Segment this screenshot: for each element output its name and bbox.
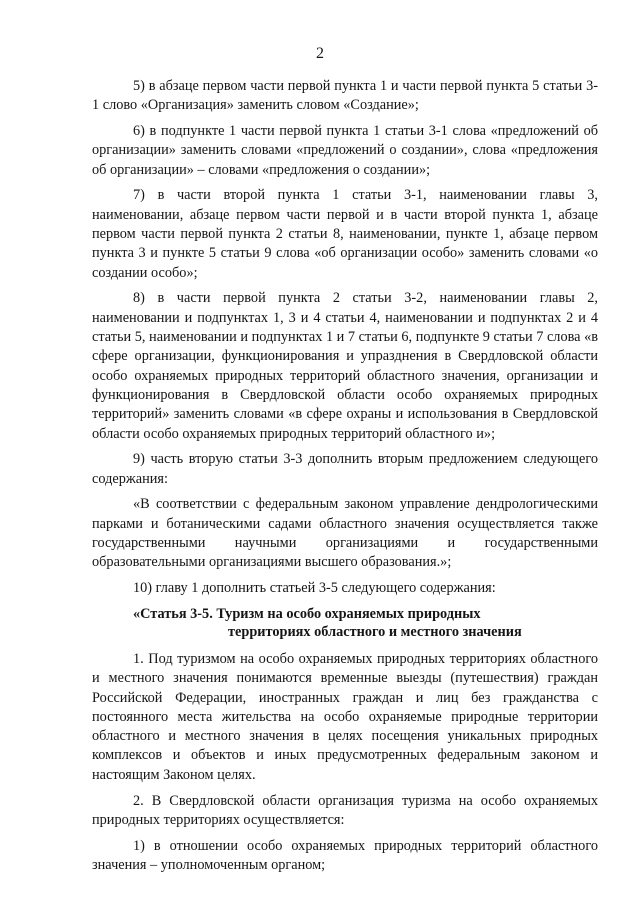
article-paragraph-1: 1. Под туризмом на особо охраняемых природных территориях областного и местного значения понимаются временные выезды (путешествия) граждан Российской Федерации, иностранных граждан и лиц без гражданства с постоянного места жительства на особо охраняемые природные территории областного и местного значения в целях посещения уникальных природных комплексов и объектов и иных предусмотренных федеральным законом и настоящим Законом целях. xyxy=(92,650,598,783)
article-heading xyxy=(92,605,598,642)
quoted-insertion: «В соответствии с федеральным законом управление дендрологическими парками и ботаническими садами областного значения осуществляется также государственными научными организациями и государственными образовательными организациями высшего образования.»; xyxy=(92,496,598,571)
paragraph-item-8: 8) в части первой пункта 2 статьи 3-2, наименовании главы 2, наименовании и подпунктах 1, 3 и 4 статьи 4, наименовании и подпунктах 2 и 4 статьи 5, наименовании и подпунктах 1 и 7 статьи 6, подпункте 9 статьи 7 слова «в сфере организации, функционирования и упразднения в Свердловской области особо охраняемых природных территорий областного значения, организации и функционирования в Свердловской области особо охраняемых природных территорий» заменить словами «в сфере охраны и использования в Свердловской области особо охраняемых природных территорий областного и»; xyxy=(92,290,598,442)
paragraph-item-10: 10) главу 1 дополнить статьей 3-5 следующего содержания: xyxy=(133,580,496,597)
paragraph-item-6: 6) в подпункте 1 части первой пункта 1 статьи 3-1 слова «предложений об организации» заменить словами «предложений о создании», слова «предложения об организации» – словами «предложения о создании»; xyxy=(92,123,598,178)
article-heading-line1: «Статья 3-5. Туризм на особо охраняемых природных xyxy=(133,605,481,622)
article-subparagraph-1: 1) в отношении особо охраняемых природных территорий областного значения – уполномоченным органом; xyxy=(92,837,598,873)
document-body xyxy=(92,77,598,882)
article-paragraph-2: 2. В Свердловской области организация туризма на особо охраняемых природных территориях осуществляется: xyxy=(92,792,598,828)
article-heading-line2: территориях областного и местного значения xyxy=(228,624,522,641)
page-number: 2 xyxy=(316,45,324,62)
paragraph-item-5: 5) в абзаце первом части первой пункта 1 и части первой пункта 5 статьи 3-1 слово «Организация» заменить словом «Создание»; xyxy=(92,78,598,114)
paragraph-item-9: 9) часть вторую статьи 3-3 дополнить вторым предложением следующего содержания: xyxy=(92,451,598,487)
paragraph-item-7: 7) в части второй пункта 1 статьи 3-1, наименовании главы 3, наименовании, абзаце первом части первой и в части второй пункта 1, абзаце первом части первой пункта 2 статьи 8, наименовании, пункте 1, абзаце первом пункта 3 и пункте 5 статьи 9 слова «об организации особо» заменить словами «о создании особо»; xyxy=(92,187,598,281)
